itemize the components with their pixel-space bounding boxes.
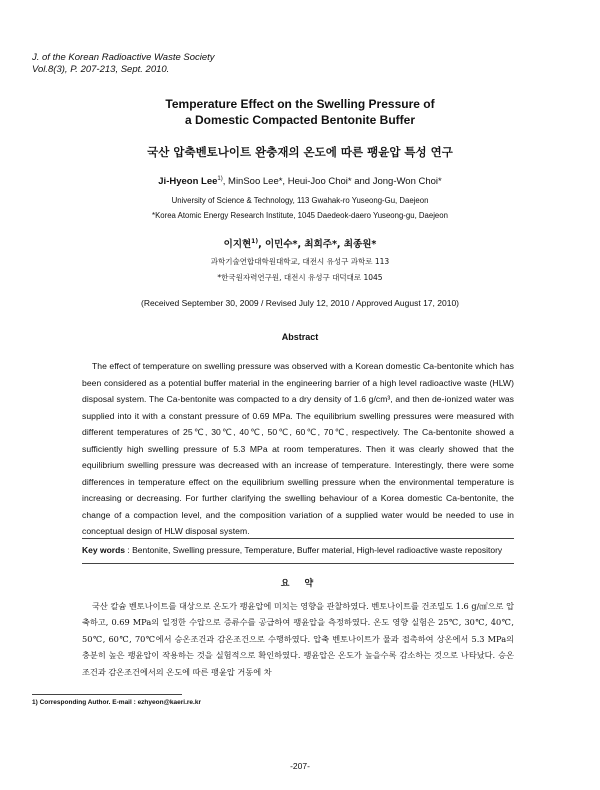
- korean-co-authors: , 이민수*, 최희주*, 최종원*: [258, 239, 377, 250]
- abstract-body: The effect of temperature on swelling pressure was observed with a Korean domestic Ca-bentonite which has been considered as a potential buffer material in the engineering barrier of a high level radioactive waste (HLW) disposal system. The Ca-bentonite was compacted to a dry density of 1.6 g/cm³, and then de-ionized water was supplied into it with a constant pressure of 0.69 MPa. The equilibrium swelling pressures were measured with different temperatures of 25℃, 30℃, 40℃, 50℃, 60℃, 70℃, respectively. The Ca-bentonite showed a sufficiently high swelling pressure of 5.3 MPa at room temperatures. Then it was clearly showed that the equilibrium swelling pressure was decreased with an increase of temperature. Interestingly, there were some differences in temperature effect on the equilibrium swelling pressure when the environmental temperature is increasing or decreasing. For further clarifying the swelling behaviour of a Korea domestic Ca-bentonite, the change of a compaction level, and the composition variation of a supplied water would be needed to use in conceptual design of HLW disposal system.: [82, 361, 514, 536]
- journal-citation: [32, 52, 215, 76]
- paper-title-line1: Temperature Effect on the Swelling Pressure of: [165, 97, 435, 111]
- first-author-mark: 1): [217, 176, 223, 182]
- korean-author-list: [0, 236, 600, 250]
- korean-title: 국산 압축벤토나이트 완충재의 온도에 따른 팽윤압 특성 연구: [147, 145, 453, 159]
- received-dates: (Received September 30, 2009 / Revised July 12, 2010 / Approved August 17, 2010): [140, 298, 459, 308]
- korean-affiliation-1: 과학기술연합대학원대학교, 대전시 유성구 과학로 113: [210, 257, 390, 266]
- keywords-top-rule: [82, 538, 514, 539]
- paper-title: [0, 96, 600, 128]
- keywords-bottom-rule: [82, 563, 514, 564]
- paper-title-line2: a Domestic Compacted Bentonite Buffer: [184, 113, 416, 127]
- korean-first-author: 이지현: [223, 239, 252, 250]
- journal-name: J. of the Korean Radioactive Waste Society: [32, 52, 215, 63]
- abstract-heading: Abstract: [281, 332, 319, 342]
- journal-volume: Vol.8(3), P. 207-213, Sept. 2010.: [32, 64, 170, 75]
- korean-first-author-mark: 1): [251, 237, 259, 245]
- author-list: [0, 176, 600, 187]
- footnote-rule: [32, 694, 182, 695]
- keywords: [82, 545, 522, 555]
- first-author: Ji-Hyeon Lee: [158, 176, 218, 188]
- korean-affiliation-2: *한국원자력연구원, 대전시 유성구 대덕대로 1045: [217, 273, 383, 282]
- page-number: -207-: [290, 761, 310, 771]
- korean-abstract-heading: 요 약: [280, 579, 320, 589]
- co-authors: , MinSoo Lee*, Heui-Joo Choi* and Jong-Won Choi*: [222, 176, 442, 188]
- corresponding-author-footnote: 1) Corresponding Author. E-mail : ezhyeon@kaeri.re.kr: [32, 699, 201, 706]
- keywords-list: : Bentonite, Swelling pressure, Temperature, Buffer material, High-level radioactive waste repository: [125, 545, 503, 555]
- keywords-label: Key words: [82, 545, 125, 555]
- affiliation-1: University of Science & Technology, 113 Gwahak-ro Yuseong-Gu, Daejeon: [171, 196, 429, 205]
- affiliation-2: *Korea Atomic Energy Research Institute, 1045 Daedeok-daero Yuseong-gu, Daejeon: [152, 211, 448, 220]
- korean-abstract-body: 국산 칼슘 벤토나이트를 대상으로 온도가 팽윤압에 미치는 영향을 관찰하였다. 벤토나이트를 건조밀도 1.6 g/㎤으로 압축하고, 0.69 MPa의 일정한 수압으로 증류수를 공급하여 팽윤압을 측정하였다. 온도 영향 실험은 25℃, 30℃, 40℃, 50℃, 60℃, 70℃에서 승온조건과 감온조건으로 수행하였다. 압축 벤토나이트가 물과 접촉하여 상온에서 5.3 MPa의 충분히 높은 팽윤압이 작용하는 것을 실험적으로 확인하였다. 팽윤압은 온도가 높을수록 감소하는 것으로 나타났다. 승온조건과 감온조건에서의 온도에 따른 팽윤압 거동에 차: [82, 601, 514, 677]
